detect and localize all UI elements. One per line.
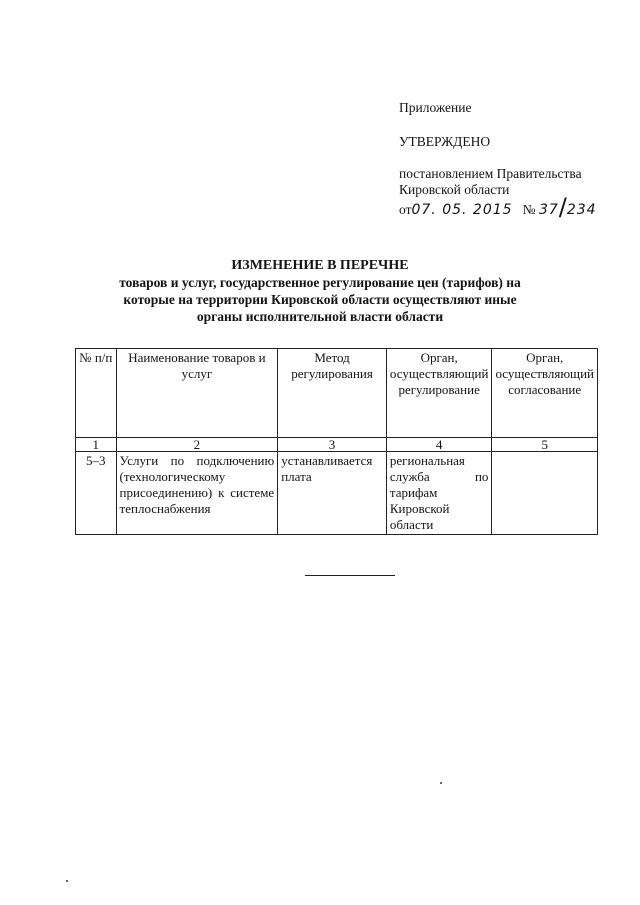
column-number: 1 [76, 438, 117, 452]
header-number: № п/п [76, 349, 117, 438]
changes-table [75, 348, 598, 535]
row-service-name: Услуги по подключению (технологическому присоединению) к системе теплоснабжения [116, 452, 278, 535]
slash-mark: / [558, 193, 567, 221]
table-header-row [76, 349, 598, 438]
from-prefix: от [399, 202, 412, 217]
heading-line-1: товаров и услуг, государственное регулирование цен (тарифов) на [119, 275, 521, 290]
scan-speck [440, 782, 442, 784]
row-regulator: региональная служба по тарифам Кировской области [386, 452, 492, 535]
decree-line-1: постановлением Правительства [399, 166, 582, 181]
document-heading [70, 257, 570, 325]
handwritten-date: 07. 05. 2015 [411, 202, 513, 218]
heading-title: ИЗМЕНЕНИЕ В ПЕРЕЧНЕ [231, 258, 409, 273]
handwritten-number-1: 37 [538, 202, 559, 218]
heading-line-3: органы исполнительной власти области [196, 309, 444, 324]
column-number: 5 [492, 438, 598, 452]
decree-line-2: Кировской области [399, 182, 510, 197]
approved-stamp: УТВЕРЖДЕНО [399, 134, 491, 149]
table-row [76, 452, 598, 535]
handwritten-number-2: 234 [566, 202, 597, 218]
header-method: Метод регулирования [278, 349, 387, 438]
number-prefix: № [522, 202, 536, 217]
appendix-label: Приложение [399, 100, 472, 115]
row-method: устанавливается плата [278, 452, 387, 535]
decree-date-number [399, 193, 629, 221]
row-number: 5–3 [76, 452, 117, 535]
header-approver: Орган, осуществляющий согласование [492, 349, 598, 438]
header-regulator: Орган, осуществляющий регулирование [386, 349, 492, 438]
column-number: 2 [116, 438, 278, 452]
header-name: Наименование товаров и услуг [116, 349, 278, 438]
column-number: 4 [386, 438, 492, 452]
column-number-row [76, 438, 598, 452]
scan-speck [66, 880, 68, 882]
closing-rule [305, 575, 395, 576]
row-approver [492, 452, 598, 535]
heading-line-2: которые на территории Кировской области осуществляют иные [123, 292, 517, 307]
column-number: 3 [278, 438, 387, 452]
appendix-block [399, 100, 629, 221]
